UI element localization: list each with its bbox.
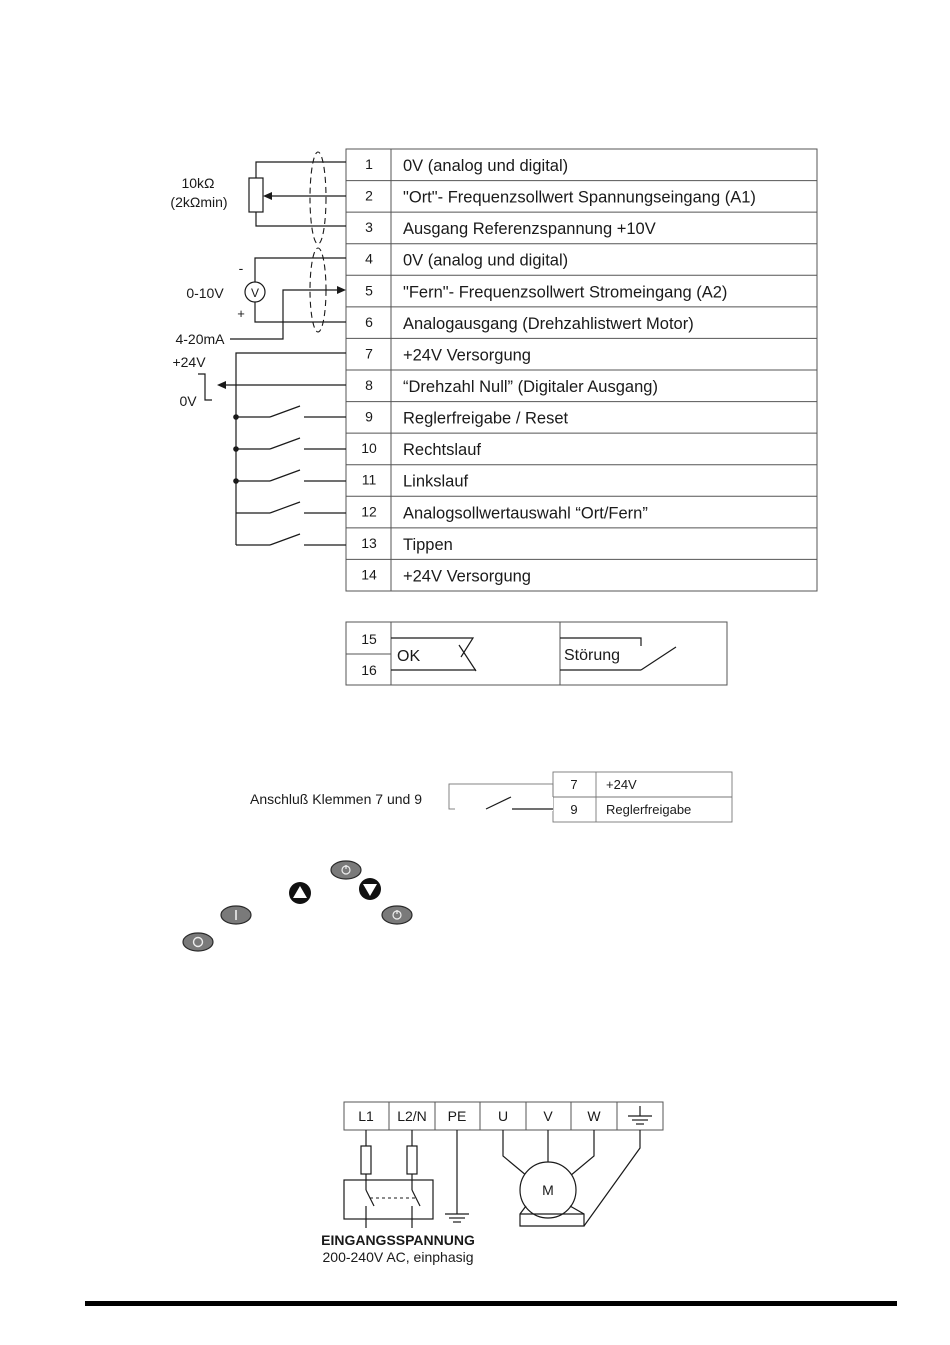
terminal-label-2: "Ort"- Frequenzsollwert Spannungseingang (A1) — [403, 188, 756, 207]
plus24v-label: +24V — [172, 354, 206, 370]
terminal-label-13: Tippen — [403, 535, 453, 554]
supply-wiring — [344, 1130, 469, 1228]
terminal-number-5: 5 — [365, 282, 373, 299]
terminal-number-9: 9 — [365, 408, 373, 425]
terminal-label-8: “Drehzahl Null” (Digitaler Ausgang) — [403, 378, 658, 396]
relay-fault-label: Störung — [564, 647, 621, 664]
terminal-label-12: Analogsollwertauswahl “Ort/Fern” — [403, 504, 648, 523]
note-terminal-9-label: Reglerfreigabe — [606, 802, 692, 817]
voltmeter-plus-label: + — [237, 306, 245, 321]
terminal-label-11: Linkslauf — [403, 472, 469, 491]
terminal-label-10: Rechtslauf — [403, 441, 481, 460]
terminal-label-5: "Fern"- Frequenzsollwert Stromeingang (A2) — [403, 283, 728, 302]
terminal-label-4: 0V (analog und digital) — [403, 251, 569, 270]
terminal-number-11: 11 — [361, 471, 377, 488]
terminal-number-3: 3 — [365, 219, 373, 236]
note-terminal-7-label: +24V — [606, 777, 637, 792]
terminal-number-8: 8 — [365, 377, 373, 393]
run-key-icon — [221, 906, 251, 924]
up-arrow-key-icon — [289, 882, 311, 904]
shield-symbol-top — [310, 152, 326, 244]
terminal-l2n: L2/N — [397, 1108, 427, 1124]
motor-symbol — [503, 1130, 640, 1226]
pot-label-value: 10kΩ — [181, 175, 215, 191]
terminal-label-9: Reglerfreigabe / Reset — [403, 409, 569, 428]
potentiometer-symbol — [249, 162, 346, 226]
program-key-icon — [331, 861, 361, 879]
terminal-label-14: +24V Versorgung — [403, 567, 531, 586]
terminal-v: V — [543, 1108, 553, 1124]
supply-spec: 200-240V AC, einphasig — [322, 1249, 474, 1265]
terminal-l1: L1 — [358, 1108, 374, 1124]
voltmeter-minus-label: - — [238, 260, 244, 276]
terminal-number-13: 13 — [361, 534, 377, 551]
terminal-number-2: 2 — [365, 187, 373, 204]
control-terminal-table — [346, 149, 817, 591]
terminal-w: W — [587, 1108, 601, 1124]
terminal-label-1: 0V (analog und digital) — [403, 157, 569, 175]
ground-icon — [628, 1106, 652, 1124]
terminal-number-10: 10 — [361, 440, 377, 457]
supply-title: EINGANGSSPANNUNG — [321, 1232, 475, 1248]
footer-rule — [85, 1301, 897, 1306]
switch-contacts — [236, 406, 346, 545]
note-terminal-7: 7 — [570, 777, 578, 792]
terminal-number-6: 6 — [365, 313, 373, 330]
note-terminal-9: 9 — [570, 802, 578, 817]
connection-note-text: Anschluß Klemmen 7 und 9 — [250, 791, 422, 807]
relay-terminal-16: 16 — [361, 662, 377, 678]
pot-label-minimum: (2kΩmin) — [170, 194, 228, 210]
relay-terminal-15: 15 — [361, 631, 377, 647]
terminal-label-6: Analogausgang (Drehzahlistwert Motor) — [403, 314, 694, 333]
voltage-range-label: 0-10V — [186, 285, 224, 301]
terminal-label-7: +24V Versorgung — [403, 346, 531, 365]
down-arrow-key-icon — [359, 878, 381, 900]
voltmeter-symbol — [230, 258, 346, 339]
terminal-number-12: 12 — [361, 503, 377, 520]
stop-key-icon — [183, 933, 213, 951]
terminal-number-4: 4 — [365, 250, 373, 267]
terminal-pe: PE — [447, 1108, 467, 1124]
terminal-number-7: 7 — [365, 345, 373, 362]
current-range-label: 4-20mA — [175, 331, 225, 347]
relay-ok-label: OK — [397, 648, 421, 665]
motor-label: M — [542, 1182, 554, 1198]
terminal-number-14: 14 — [361, 566, 377, 583]
program-key-icon — [382, 906, 412, 924]
terminal-number-1: 1 — [365, 156, 373, 172]
terminal-u: U — [497, 1108, 509, 1124]
terminal-label-3: Ausgang Referenzspannung +10V — [403, 220, 656, 239]
zero-volt-label: 0V — [179, 393, 197, 409]
voltmeter-letter: V — [250, 286, 260, 300]
